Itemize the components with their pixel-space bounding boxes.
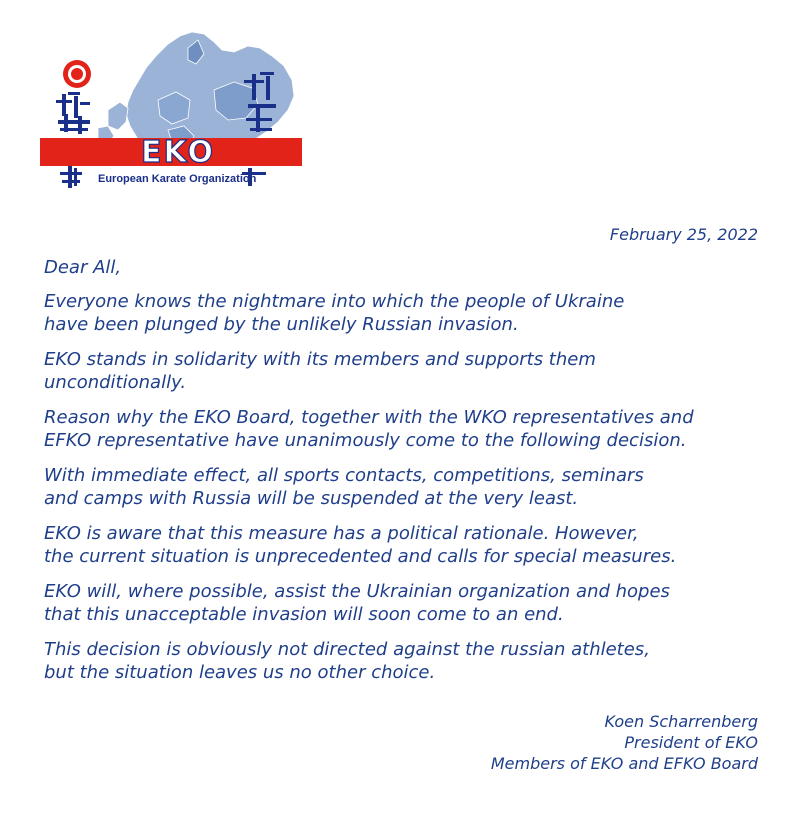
paragraph-line: EKO stands in solidarity with its members and supports them — [44, 349, 596, 370]
logo-acronym: EKO — [141, 135, 215, 170]
paragraph — [44, 638, 764, 684]
eko-logo-graphic — [38, 30, 306, 198]
signature-group: Members of EKO and EFKO Board — [490, 754, 758, 773]
paragraph-line: the current situation is unprecedented and calls for special measures. — [44, 546, 677, 567]
eko-logo — [38, 30, 306, 198]
signature-title: President of EKO — [624, 733, 758, 752]
enso-emblem-icon — [63, 60, 91, 88]
paragraph-line: but the situation leaves us no other choice. — [44, 662, 436, 683]
letter-date: February 25, 2022 — [609, 225, 758, 244]
paragraph — [44, 290, 764, 336]
signature-block — [491, 711, 758, 774]
paragraph-line: This decision is obviously not directed against the russian athletes, — [44, 639, 650, 660]
signature-name: Koen Scharrenberg — [604, 712, 758, 731]
paragraph — [44, 522, 764, 568]
paragraph — [44, 580, 764, 626]
paragraph-line: EKO will, where possible, assist the Ukrainian organization and hopes — [44, 581, 670, 602]
paragraph-line: EKO is aware that this measure has a political rationale. However, — [44, 523, 639, 544]
paragraph-line: that this unacceptable invasion will soon come to an end. — [44, 604, 564, 625]
paragraph-line: With immediate effect, all sports contacts, competitions, seminars — [44, 465, 644, 486]
paragraph-line: EFKO representative have unanimously come to the following decision. — [44, 430, 687, 451]
paragraph-line: Everyone knows the nightmare into which the people of Ukraine — [44, 291, 625, 312]
paragraph — [44, 464, 764, 510]
paragraph — [44, 406, 764, 452]
paragraph-line: have been plunged by the unlikely Russian invasion. — [44, 314, 519, 335]
paragraph-line: and camps with Russia will be suspended at the very least. — [44, 488, 579, 509]
salutation: Dear All, — [44, 257, 122, 278]
letter-body — [44, 256, 764, 696]
paragraph-line: Reason why the EKO Board, together with the WKO representatives and — [44, 407, 694, 428]
logo-org-name: European Karate Organization — [98, 173, 257, 185]
paragraph-line: unconditionally. — [44, 372, 187, 393]
paragraph — [44, 348, 764, 394]
